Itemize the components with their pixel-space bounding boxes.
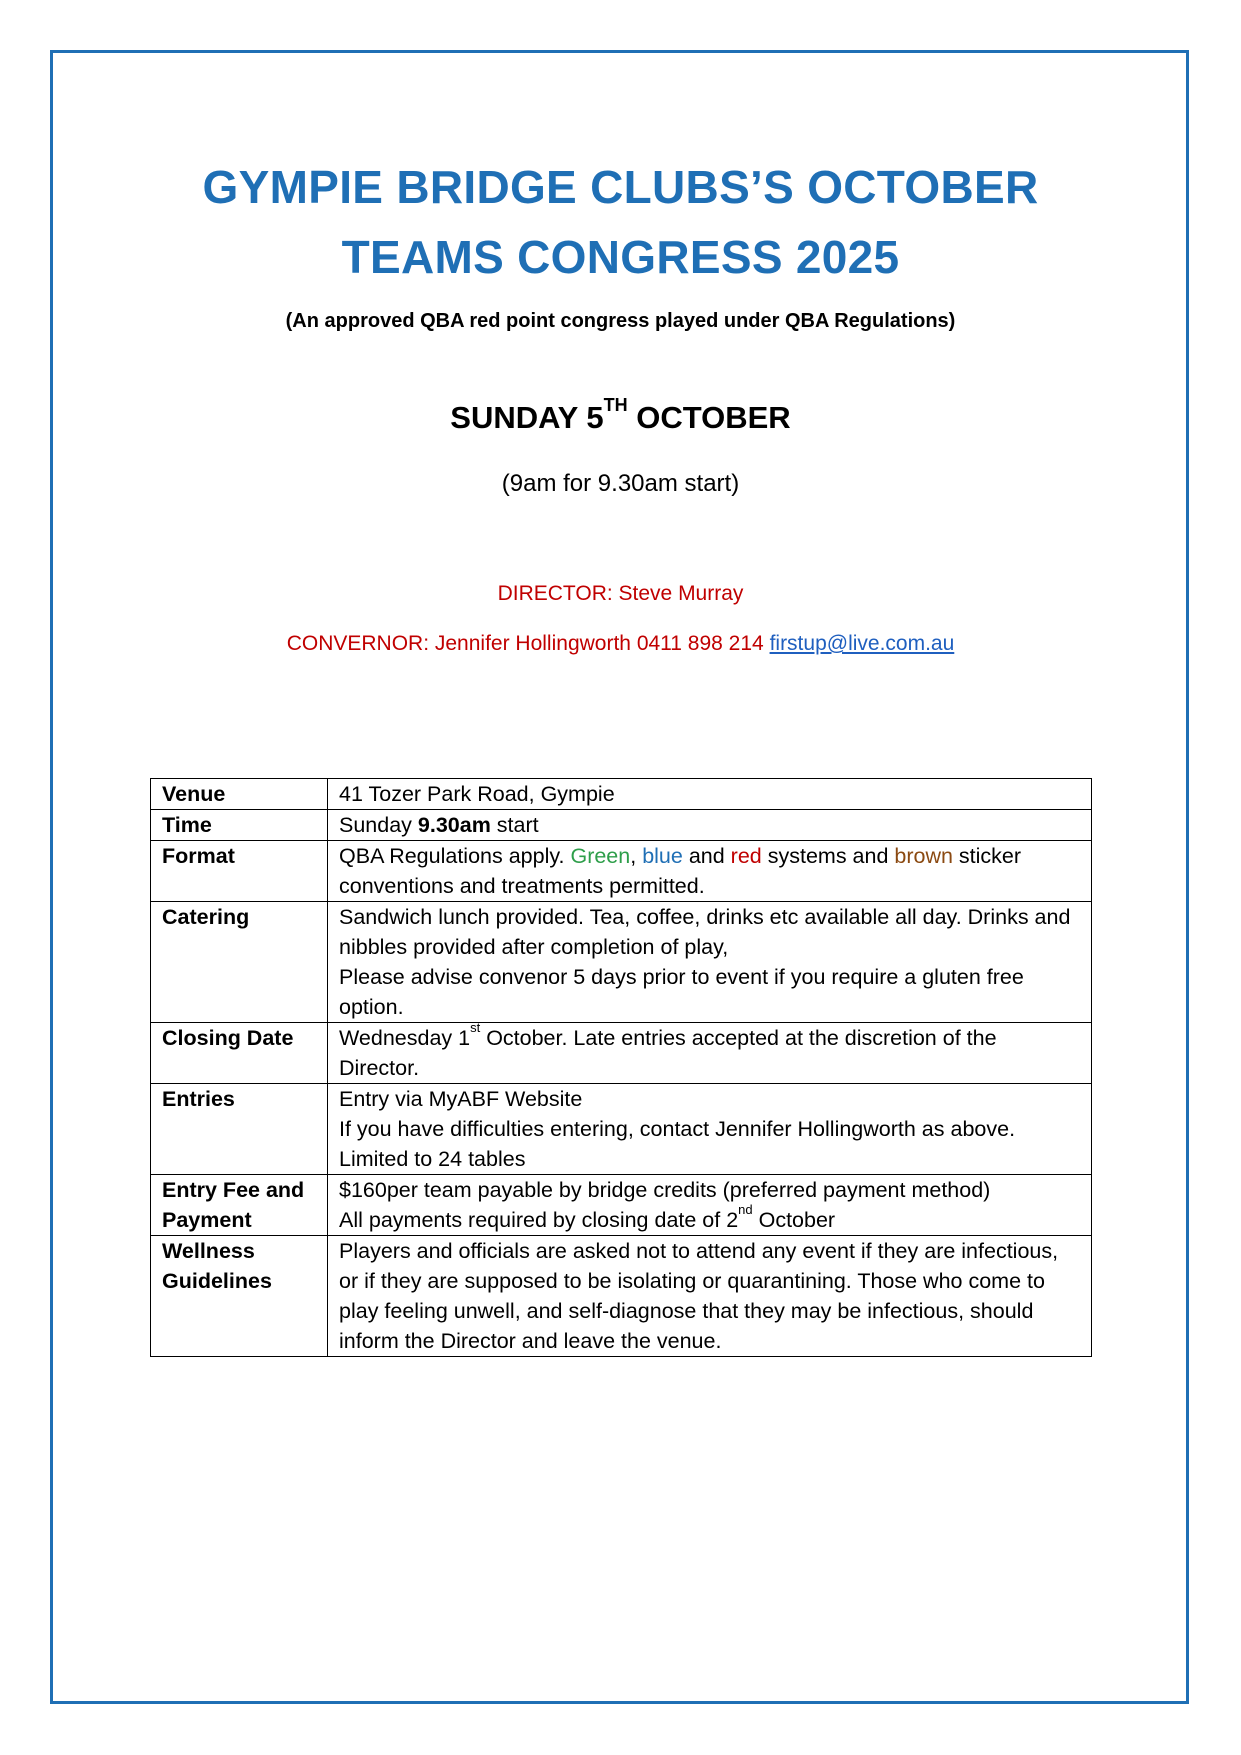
title-line-2: TEAMS CONGRESS 2025	[341, 231, 900, 283]
table-row-venue	[151, 779, 1092, 810]
convenor-email-link[interactable]: firstup@live.com.au	[769, 632, 955, 655]
format-value	[328, 841, 1092, 902]
wellness-value: Players and officials are asked not to attend any event if they are infectious, or if they are supposed to be isolating or quarantining. Those who come to play feeling unwell, and self-diagnose that they may be infectious, should inform the Director and leave the venue.	[328, 1236, 1092, 1357]
time-bold: 9.30am	[417, 813, 491, 837]
catering-line-2: Please advise convenor 5 days prior to event if you require a gluten free option.	[339, 965, 1024, 1019]
time-post: start	[490, 813, 539, 837]
table-row-catering	[151, 902, 1092, 1023]
time-value	[328, 810, 1092, 841]
format-text-4: systems and	[761, 844, 895, 868]
time-pre: Sunday	[339, 813, 418, 837]
entries-value	[328, 1084, 1092, 1175]
entries-label: Entries	[151, 1084, 328, 1175]
convenor-line	[0, 632, 1241, 656]
format-brown: brown	[894, 844, 953, 868]
format-text-3: and	[682, 844, 731, 868]
table-row-format	[151, 841, 1092, 902]
format-red: red	[730, 844, 762, 868]
time-label: Time	[151, 810, 328, 841]
fee-line-1: $160per team payable by bridge credits (preferred payment method)	[339, 1178, 991, 1202]
event-info-table	[150, 778, 1092, 1357]
fee-line-2-pre: All payments required by closing date of 2	[339, 1208, 739, 1232]
closing-date-label: Closing Date	[151, 1023, 328, 1084]
format-text-2: ,	[630, 844, 643, 868]
title-line-1: GYMPIE BRIDGE CLUBS’S OCTOBER	[202, 161, 1039, 213]
format-blue: blue	[642, 844, 683, 868]
wellness-label: Wellness Guidelines	[151, 1236, 328, 1357]
date-ordinal: TH	[603, 395, 628, 415]
start-time: (9am for 9.30am start)	[501, 470, 740, 497]
entries-line-1: Entry via MyABF Website	[339, 1087, 583, 1111]
format-text-1: QBA Regulations apply.	[339, 844, 571, 868]
fee-ordinal: nd	[738, 1202, 753, 1217]
fee-line-2-post: October	[752, 1208, 836, 1232]
director-line: DIRECTOR: Steve Murray	[497, 582, 744, 605]
closing-pre: Wednesday 1	[339, 1026, 471, 1050]
table-row-closing-date	[151, 1023, 1092, 1084]
format-green: Green	[570, 844, 631, 868]
convenor-text: CONVERNOR: Jennifer Hollingworth 0411 898 214	[286, 632, 770, 655]
subtitle: (An approved QBA red point congress played under QBA Regulations)	[285, 310, 956, 332]
closing-date-value	[328, 1020, 1092, 1084]
entry-fee-label: Entry Fee and Payment	[151, 1175, 328, 1236]
entries-line-3: Limited to 24 tables	[339, 1147, 526, 1171]
catering-label: Catering	[151, 902, 328, 1023]
event-date	[0, 395, 1241, 436]
closing-ordinal: st	[470, 1020, 481, 1035]
date-prefix: SUNDAY 5	[450, 400, 604, 435]
entry-fee-value	[328, 1175, 1092, 1236]
catering-value	[328, 902, 1092, 1023]
format-text-5: sticker conventions and treatments permitted.	[339, 844, 1022, 898]
table-row-entry-fee	[151, 1175, 1092, 1236]
format-label: Format	[151, 841, 328, 902]
catering-line-1: Sandwich lunch provided. Tea, coffee, drinks etc available all day. Drinks and nibbles provided after completion of play,	[339, 905, 1071, 959]
venue-label: Venue	[151, 779, 328, 810]
table-row-entries	[151, 1084, 1092, 1175]
entries-line-2: If you have difficulties entering, contact Jennifer Hollingworth as above.	[339, 1117, 1016, 1141]
venue-value: 41 Tozer Park Road, Gympie	[328, 779, 1092, 810]
table-row-time	[151, 810, 1092, 841]
table-row-wellness	[151, 1236, 1092, 1357]
fee-line-2	[339, 1202, 1080, 1235]
date-suffix: OCTOBER	[627, 400, 791, 435]
closing-post: October. Late entries accepted at the discretion of the Director.	[339, 1026, 997, 1080]
